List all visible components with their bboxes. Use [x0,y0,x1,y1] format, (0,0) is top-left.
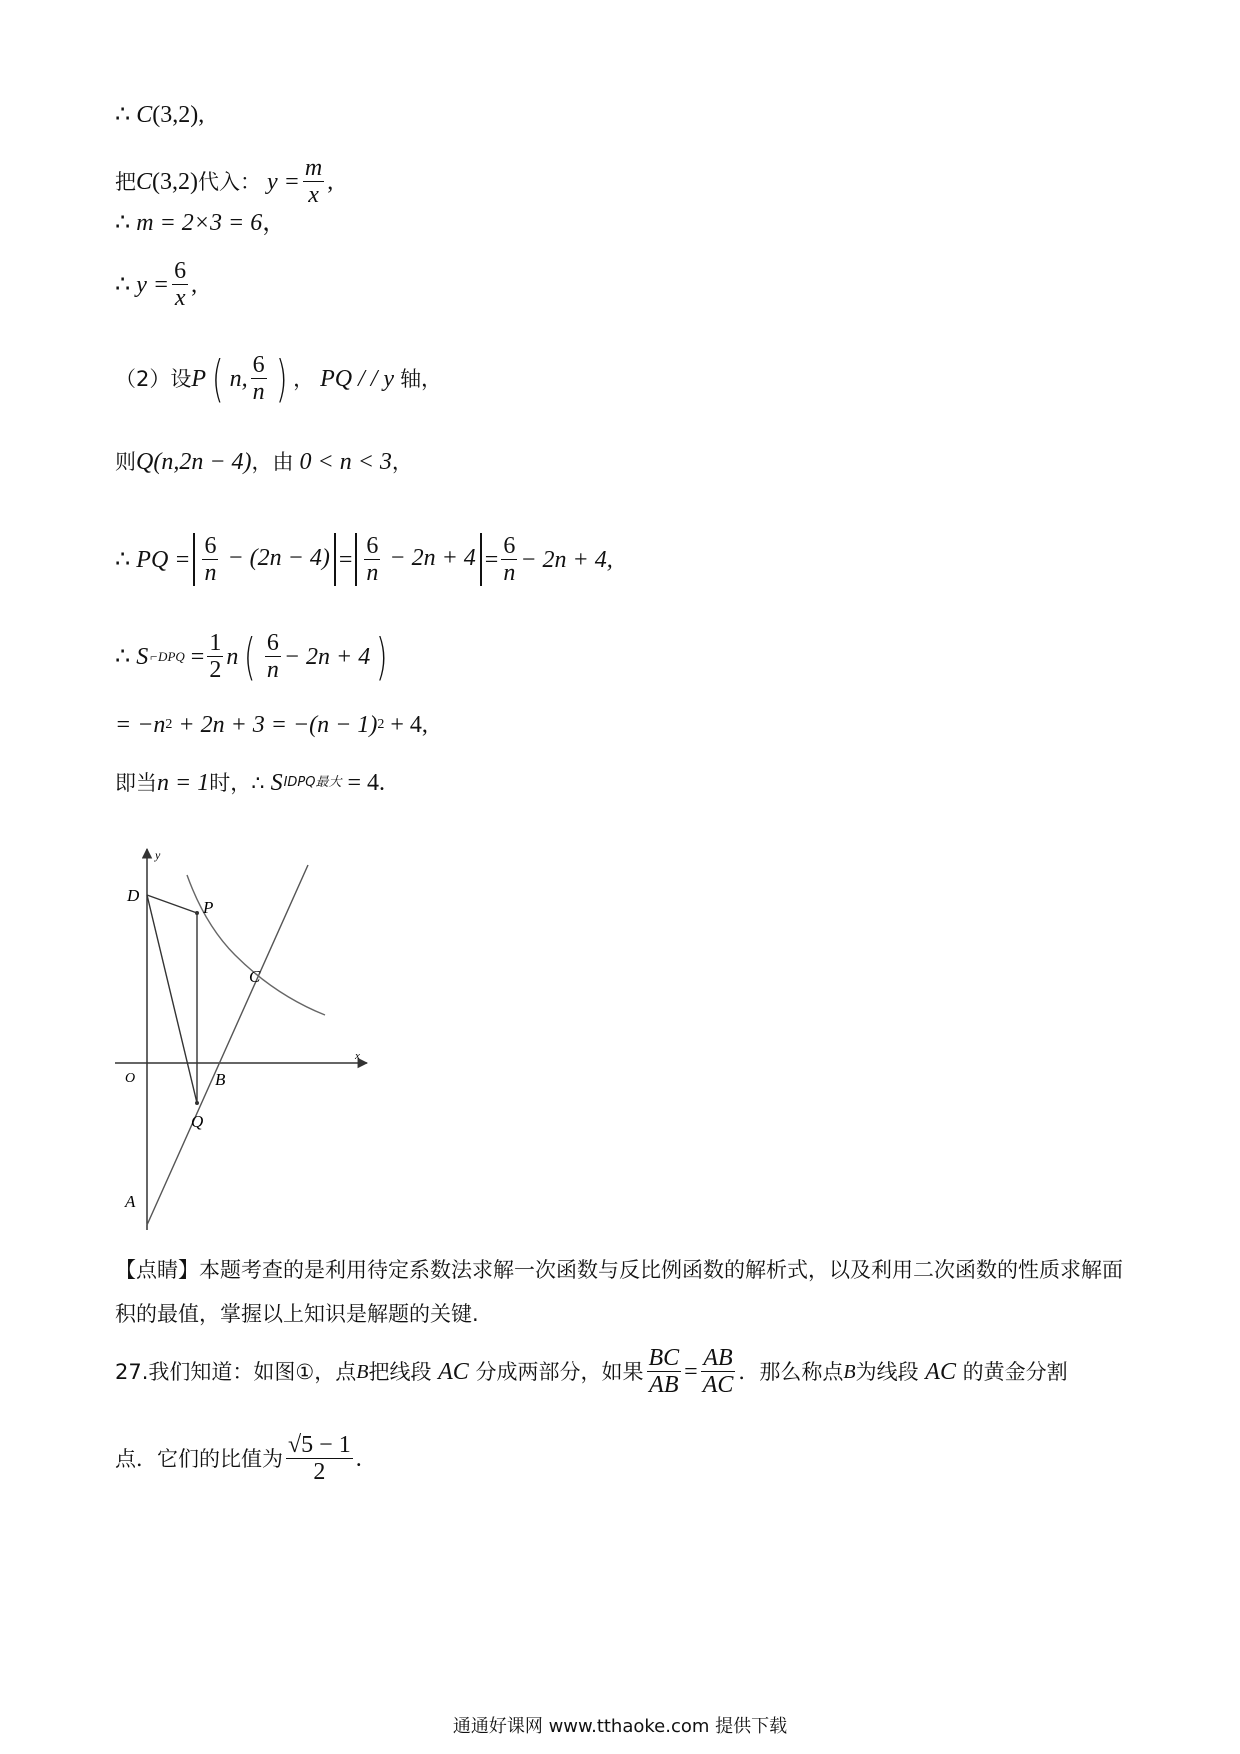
fraction [202,533,218,586]
label-y: y [155,848,161,862]
text: 点．它们的比值为 [115,1446,283,1471]
segment-label: AC [438,1358,469,1385]
expr: = −n [115,712,166,738]
dianjing-paragraph [115,1248,1125,1336]
punct: . [355,1445,362,1472]
point-label: Q [136,449,154,475]
text: 则 [115,450,136,474]
question-27-line-1 [115,1345,1125,1398]
subscript: ΙDPQ最大 [283,775,342,790]
punct: ， [262,210,287,236]
numerator: 6 [204,533,217,559]
text: 分成两部分，如果 [475,1359,644,1384]
therefore-symbol: ∴ [115,546,131,573]
denominator: x [308,182,319,208]
step-line-5 [115,349,443,408]
text: 的黄金分割 [962,1359,1068,1384]
numerator: 6 [252,352,265,378]
dianjing-tag: 【点睛】 [115,1258,199,1282]
point-p-dot [195,911,199,915]
step-line-4 [115,258,197,311]
denominator: n [503,560,516,586]
point-label: B [843,1360,856,1383]
numerator: 1 [209,630,222,656]
point-label: C [136,102,153,128]
expr: + 4, [390,712,428,738]
expr: y = [136,271,170,298]
area-symbol: S [270,770,283,796]
step-line-3 [115,208,286,238]
equals: = [338,546,353,573]
punct: , [327,168,334,195]
expr: − 2n + 4 [389,545,476,572]
point-label: B [356,1360,369,1383]
text: （2）设 [115,366,192,391]
paren-right: ) [376,627,388,686]
arg: n, [229,365,248,392]
punct: , [191,271,198,298]
expr: − (2n − 4) [227,545,330,572]
text: 轴， [400,366,443,391]
expr: − 2n + 4 [283,643,371,670]
condition: n = 1 [157,770,210,796]
punct: , [198,102,205,128]
equals: = [684,1358,698,1385]
fraction [364,533,380,586]
coords: (n,2n − 4) [153,449,252,475]
label-a: A [125,1192,136,1211]
text: 为线段 [855,1359,919,1384]
denominator: AB [649,1372,679,1398]
superscript: 2 [165,717,173,732]
text: 代入： [198,169,261,194]
fraction [265,630,281,683]
therefore-symbol: ∴ [115,643,131,670]
text: ， [293,366,315,391]
numerator: m [304,155,323,181]
fraction [647,1345,682,1398]
abs-value [193,533,335,586]
fraction [701,1345,736,1398]
text: ，由 [251,450,294,474]
expr: = 4. [347,770,386,796]
point-label: P [191,365,207,392]
fraction [172,258,188,311]
question-number: 27. [115,1359,149,1384]
therefore-symbol: ∴ [115,102,131,128]
segment-dp [147,895,197,913]
numerator: 6 [366,533,379,559]
text: 即当 [115,771,157,795]
text: 我们知道：如图①，点 [148,1359,357,1384]
step-line-7 [115,533,613,586]
point-label: C [136,168,153,195]
area-symbol: S [136,643,149,670]
numerator: AB [703,1345,733,1371]
numerator: √5 − 1 [288,1432,351,1458]
expr: m = 2×3 = 6 [136,210,263,236]
segment-label: AC [925,1358,956,1385]
fraction [501,533,517,586]
denominator: n [252,379,265,405]
denominator: n [204,560,217,586]
coords: (3,2) [152,102,199,128]
expr: + 2n + 3 = −(n − 1) [178,712,378,738]
fraction [251,352,267,405]
expr: y = [267,168,300,195]
denominator: AC [702,1372,734,1398]
label-c: C [249,967,261,986]
step-line-1 [115,100,204,130]
label-p: P [203,898,214,917]
label-x: x [355,1050,360,1062]
segment-dq [147,895,197,1103]
label-b: B [215,1070,226,1089]
expr: − 2n + 4, [520,546,613,573]
denominator: x [174,285,186,311]
geometry-figure [115,845,375,1230]
label-o: O [125,1071,136,1086]
step-line-9 [115,710,428,740]
text: ， [391,450,413,474]
paren-left: ( [211,349,224,408]
ratio-fraction [286,1432,353,1485]
text: 把线段 [368,1359,432,1384]
paren-left: ( [244,627,256,686]
denominator: n [266,657,279,683]
fraction [207,630,223,683]
label-d: D [127,886,140,905]
abs-value [355,533,481,586]
hyperbola-curve [187,875,325,1015]
text: ．那么称点 [738,1359,844,1384]
step-line-8 [115,627,394,686]
numerator: 6 [174,258,187,284]
label-q: Q [191,1112,204,1131]
coords: (3,2) [152,168,198,195]
expr: PQ = [136,546,191,573]
fraction [303,155,324,208]
page-footer: 通通好课网 www.tthaoke.com 提供下载 [452,1716,788,1737]
therefore-symbol: ∴ [115,210,131,236]
step-line-2 [115,155,333,208]
point-q-dot [195,1101,199,1105]
dianjing-text: 本题考查的是利用待定系数法求解一次函数与反比例函数的解析式，以及利用二次函数的性质求解面积的最值，掌握以上知识是解题的关键. [115,1258,1123,1326]
equals: = [484,546,499,573]
step-line-6 [115,447,413,477]
numerator: BC [648,1345,680,1371]
var: n [226,643,239,670]
expr: PQ / / y [320,365,395,392]
text: 把 [115,169,136,194]
text: 时，∴ [209,771,265,795]
paren-right: ) [275,349,288,408]
condition: 0 < n < 3 [299,449,392,475]
denominator: n [366,560,379,586]
superscript: 2 [377,717,385,732]
numerator: 6 [266,630,279,656]
denominator: 2 [209,657,222,683]
equals: = [190,643,205,670]
step-line-10 [115,768,385,798]
subscript: ⌐DPQ [149,648,185,664]
therefore-symbol: ∴ [115,271,131,298]
numerator: 6 [503,533,516,559]
denominator: 2 [313,1459,326,1485]
line-ab [147,865,308,1225]
question-27-line-2 [115,1432,1125,1485]
